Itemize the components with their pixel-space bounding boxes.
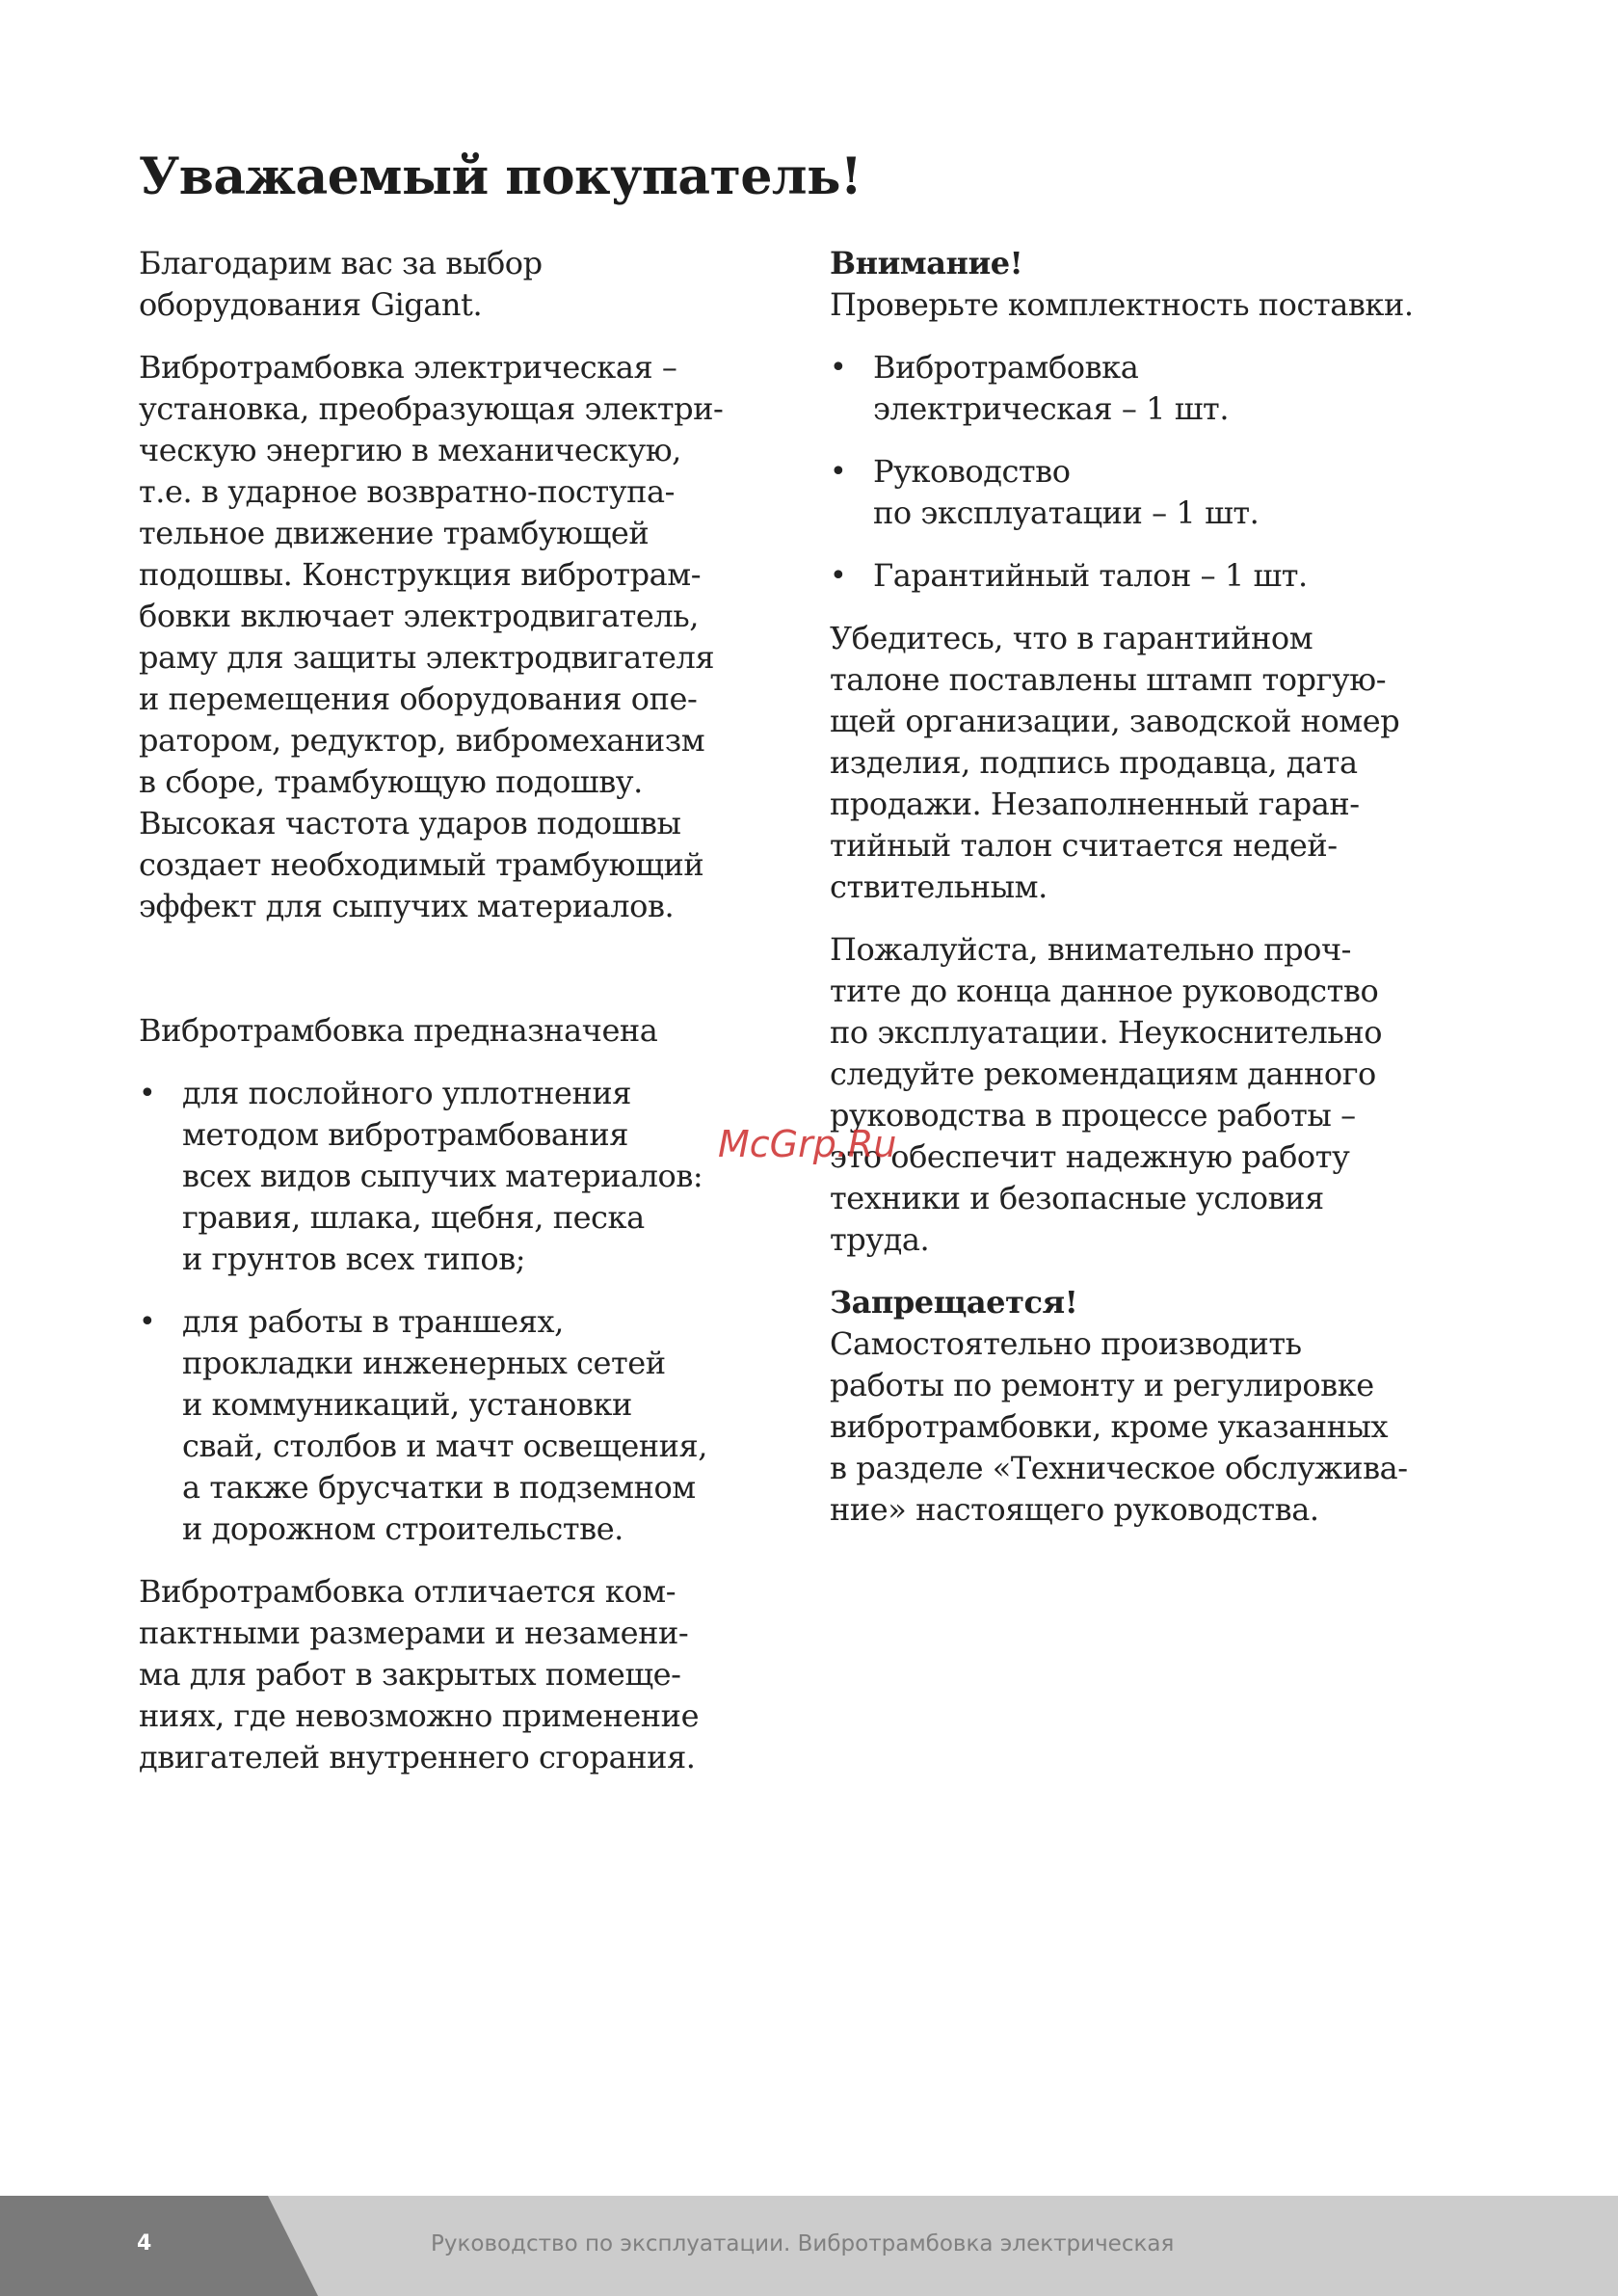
text-line: Пожалуйста, внимательно проч- [830, 931, 1352, 968]
text-line: и грунтов всех типов; [182, 1241, 526, 1277]
page-footer [0, 2196, 1618, 2296]
text-line: ние» настоящего руководства. [830, 1491, 1319, 1528]
bullet-icon: • [830, 351, 847, 385]
text-line: Вибротрамбовка отличается ком- [139, 1573, 676, 1610]
list-item [139, 1073, 794, 1280]
purpose-heading [139, 1010, 794, 1052]
text-line: Убедитесь, что в гарантийном [830, 620, 1313, 656]
prohibited-label: Запрещается! [830, 1284, 1078, 1321]
text-line: в разделе «Техническое обслужива- [830, 1450, 1408, 1486]
text-line: щей организации, заводской номер [830, 703, 1400, 739]
text-line: следуйте рекомендациям данного [830, 1055, 1376, 1092]
intro-paragraph [139, 243, 794, 326]
text-line: изделия, подпись продавца, дата [830, 744, 1358, 781]
text-line: тите до конца данное руководство [830, 973, 1379, 1009]
closing-paragraph [139, 1571, 794, 1778]
text-line: талоне поставлены штамп торгую- [830, 661, 1387, 698]
attention-label: Внимание! [830, 245, 1023, 281]
text-line: для работы в траншеях, [182, 1303, 564, 1340]
text-line: эффект для сыпучих материалов. [139, 888, 675, 924]
text-line: Гарантийный талон – 1 шт. [873, 557, 1308, 594]
text-line: т.е. в ударное возвратно-поступа- [139, 473, 675, 510]
text-line: работы по ремонту и регулировке [830, 1367, 1374, 1403]
list-item [830, 555, 1485, 597]
attention-block [830, 243, 1485, 326]
list-item [830, 451, 1485, 534]
text-line: Руководство [873, 453, 1071, 490]
text-line: пактными размерами и незамени- [139, 1615, 689, 1651]
bullet-icon: • [830, 559, 847, 593]
bullet-icon: • [139, 1305, 156, 1339]
text-line: а также брусчатки в подземном [182, 1469, 696, 1506]
text-line: Высокая частота ударов подошвы [139, 805, 681, 841]
text-line: подошвы. Конструкция вибротрам- [139, 556, 702, 593]
bullet-icon: • [830, 455, 847, 489]
bullet-icon: • [139, 1077, 156, 1110]
text-line: и дорожном строительстве. [182, 1510, 623, 1547]
text-line: продажи. Незаполненный гаран- [830, 786, 1360, 822]
list-item [139, 1301, 794, 1550]
text-line: свай, столбов и мачт освещения, [182, 1428, 708, 1464]
text-line: оборудования Gigant. [139, 286, 483, 323]
text-line: Вибротрамбовка предназначена [139, 1012, 658, 1049]
package-list [830, 347, 1485, 597]
text-line: прокладки инженерных сетей [182, 1345, 666, 1381]
footer-title: Руководство по эксплуатации. Вибротрамбовка электрическая [431, 2231, 1175, 2256]
text-line: ма для работ в закрытых помеще- [139, 1656, 681, 1693]
text-line: руководства в процессе работы – [830, 1097, 1356, 1134]
left-column [139, 243, 794, 1778]
text-line: Самостоятельно производить [830, 1325, 1302, 1362]
list-item [830, 347, 1485, 430]
text-line: Проверьте комплектность поставки. [830, 286, 1414, 323]
text-line: тийный талон считается недей- [830, 827, 1338, 864]
text-line: для послойного уплотнения [182, 1075, 631, 1111]
page-title: Уважаемый покупатель! [139, 147, 862, 206]
right-column [830, 243, 1485, 1531]
text-line: по эксплуатации. Неукоснительно [830, 1014, 1383, 1051]
text-line: тельное движение трамбующей [139, 515, 650, 551]
description-paragraph [139, 347, 794, 927]
purpose-list [139, 1073, 794, 1550]
text-line: Вибротрамбовка [873, 349, 1139, 386]
text-line: вибротрамбовки, кроме указанных [830, 1408, 1389, 1445]
text-line: Вибротрамбовка электрическая – [139, 349, 677, 386]
text-line: и перемещения оборудования опе- [139, 681, 698, 717]
text-line: ниях, где невозможно применение [139, 1697, 700, 1734]
text-line: электрическая – 1 шт. [873, 390, 1230, 427]
text-line: Благодарим вас за выбор [139, 245, 543, 281]
text-line: ческую энергию в механическую, [139, 432, 681, 468]
text-line: двигателей внутреннего сгорания. [139, 1739, 696, 1775]
text-line: и коммуникаций, установки [182, 1386, 632, 1423]
text-line: труда. [830, 1221, 930, 1258]
text-line: бовки включает электродвигатель, [139, 598, 699, 634]
footer-tab [0, 2196, 318, 2296]
page-number: 4 [137, 2231, 152, 2256]
text-line: методом вибротрамбования [182, 1116, 629, 1153]
text-line: всех видов сыпучих материалов: [182, 1158, 703, 1194]
text-line: гравия, шлака, щебня, песка [182, 1199, 645, 1236]
text-line: техники и безопасные условия [830, 1180, 1324, 1216]
text-line: по эксплуатации – 1 шт. [873, 494, 1260, 531]
text-line: создает необходимый трамбующий [139, 846, 704, 883]
text-line: в сборе, трамбующую подошву. [139, 763, 643, 800]
text-line: раму для защиты электродвигателя [139, 639, 715, 676]
text-line: ратором, редуктор, вибромеханизм [139, 722, 705, 759]
warranty-paragraph [830, 618, 1485, 908]
read-manual-paragraph [830, 929, 1485, 1261]
prohibited-block [830, 1282, 1485, 1531]
watermark: McGrp.Ru [718, 1123, 897, 1165]
text-line: это обеспечит надежную работу [830, 1138, 1350, 1175]
text-line: ствительным. [830, 868, 1048, 905]
text-line: установка, преобразующая электри- [139, 390, 724, 427]
